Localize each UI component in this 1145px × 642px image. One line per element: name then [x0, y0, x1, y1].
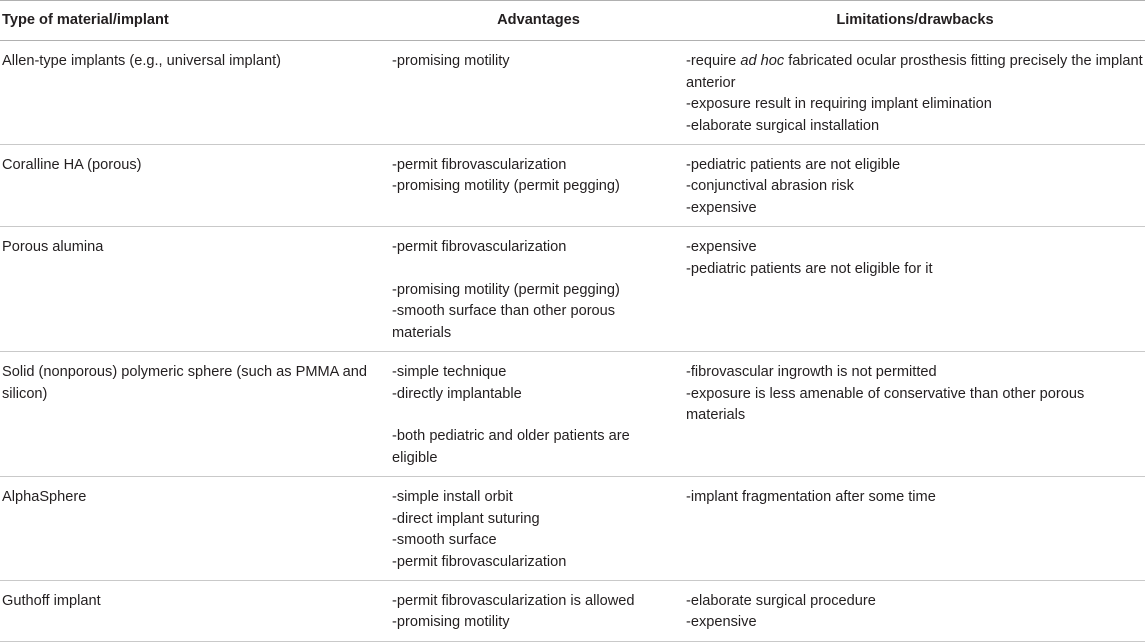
header-row — [0, 1, 1145, 41]
limitation-item: -elaborate surgical installation — [686, 117, 880, 134]
advantage-item: -directly implantable — [392, 385, 522, 402]
advantage-item: -promising motility (permit pegging) — [392, 282, 620, 299]
limitation-item: -fibrovascular ingrowth is not permitted — [686, 364, 937, 381]
limitation-item: -expensive — [686, 199, 757, 216]
limitation-item: -expensive — [686, 239, 757, 256]
material-cell — [0, 352, 392, 477]
material-cell — [0, 580, 392, 641]
table-row — [0, 41, 1145, 145]
material-name: Porous alumina — [2, 239, 104, 256]
material-cell — [0, 145, 392, 227]
table-row — [0, 580, 1145, 641]
limitation-item — [686, 51, 1145, 94]
material-name: Guthoff implant — [2, 592, 101, 609]
limitations-cell — [685, 145, 1145, 227]
advantages-cell — [392, 41, 685, 145]
spacer — [392, 405, 677, 426]
limitation-item: -pediatric patients are not eligible — [686, 157, 901, 174]
material-name: Solid (nonporous) polymeric sphere (such as PMMA and silicon) — [2, 364, 368, 402]
advantages-cell — [392, 145, 685, 227]
header-advantages: Advantages — [392, 1, 685, 41]
limitations-cell — [685, 352, 1145, 477]
table-row — [0, 145, 1145, 227]
limitations-cell — [685, 580, 1145, 641]
advantage-item: -simple install orbit — [392, 489, 513, 506]
material-name: Allen-type implants (e.g., universal implant) — [2, 53, 282, 70]
material-cell — [0, 227, 392, 352]
advantage-item: -promising motility (permit pegging) — [392, 178, 620, 195]
limitations-cell — [685, 227, 1145, 352]
limitations-cell — [685, 477, 1145, 581]
limitation-item: -expensive — [686, 614, 757, 631]
table-row — [0, 477, 1145, 581]
advantages-cell — [392, 227, 685, 352]
advantage-item: -smooth surface than other porous materials — [392, 303, 616, 341]
table-row — [0, 227, 1145, 352]
advantages-cell — [392, 477, 685, 581]
advantage-item: -permit fibrovascularization — [392, 553, 567, 570]
material-name: AlphaSphere — [2, 489, 87, 506]
limitation-text: fabricated ocular prosthesis fitting precisely the implant anterior — [686, 53, 1143, 91]
material-cell — [0, 41, 392, 145]
advantage-item: -promising motility — [392, 53, 510, 70]
material-cell — [0, 477, 392, 581]
advantage-item: -simple technique — [392, 364, 507, 381]
limitation-text: -require — [686, 53, 741, 70]
advantage-item: -permit fibrovascularization — [392, 239, 567, 256]
limitations-cell — [685, 41, 1145, 145]
limitation-item: -conjunctival abrasion risk — [686, 178, 854, 195]
advantage-item: -permit fibrovascularization is allowed — [392, 592, 635, 609]
header-limitations: Limitations/drawbacks — [685, 1, 1145, 41]
advantage-item: -smooth surface — [392, 532, 497, 549]
limitation-item: -elaborate surgical procedure — [686, 592, 876, 609]
advantages-cell — [392, 580, 685, 641]
table-header — [0, 1, 1145, 41]
limitation-item: -exposure result in requiring implant elimination — [686, 96, 992, 113]
limitation-item: -implant fragmentation after some time — [686, 489, 936, 506]
advantage-item: -direct implant suturing — [392, 510, 540, 527]
limitation-item: -exposure is less amenable of conservative than other porous materials — [686, 385, 1085, 424]
advantage-item: -permit fibrovascularization — [392, 157, 567, 174]
table-row — [0, 352, 1145, 477]
header-material: Type of material/implant — [0, 1, 392, 41]
advantages-cell — [392, 352, 685, 477]
spacer — [392, 259, 677, 280]
table-body — [0, 41, 1145, 641]
advantage-item: -promising motility — [392, 614, 510, 631]
advantage-item: -both pediatric and older patients are eligible — [392, 428, 630, 466]
material-name: Coralline HA (porous) — [2, 157, 142, 174]
limitation-item: -pediatric patients are not eligible for it — [686, 260, 933, 277]
limitation-italic-text: ad hoc — [740, 53, 785, 70]
